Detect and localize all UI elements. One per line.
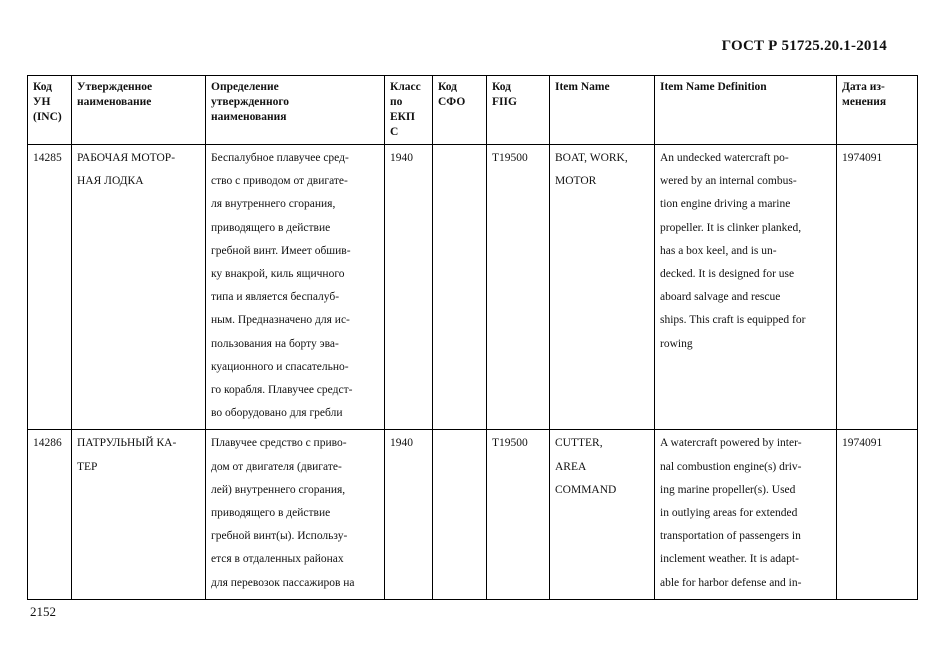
header-item-name (550, 76, 655, 145)
cell-approved-name (72, 430, 206, 599)
header-line: СФО (438, 96, 466, 108)
cell-line: ТЕР (77, 460, 98, 473)
header-line: по (390, 96, 403, 108)
cell-item-definition (655, 145, 837, 430)
header-line: утвержденного (211, 96, 290, 108)
table-header-row (28, 76, 918, 145)
header-line: Item Name (555, 81, 610, 93)
cell-line: НАЯ ЛОДКА (77, 175, 144, 188)
header-code-sfo (433, 76, 487, 145)
cell-line: куационного и спасательно- (211, 360, 349, 373)
cell-definition (206, 145, 385, 430)
header-definition (206, 76, 385, 145)
cell-line: A watercraft powered by inter- (660, 437, 802, 450)
cell-line: ку внакрой, киль ящичного (211, 268, 345, 281)
document-code: ГОСТ Р 51725.20.1-2014 (721, 38, 887, 54)
header-line: (INC) (33, 111, 62, 123)
cell-line: ships. This craft is equipped for (660, 314, 806, 327)
cell-code-inc (28, 430, 72, 599)
header-line: УН (33, 96, 51, 108)
cell-line: MOTOR (555, 175, 597, 188)
cell-line: для перевозок пассажиров на (211, 576, 355, 589)
header-approved-name (72, 76, 206, 145)
cell-line: propeller. It is clinker planked, (660, 221, 802, 234)
cell-line: inclement weather. It is adapt- (660, 553, 799, 566)
cell-line: ля внутреннего сгорания, (211, 198, 336, 211)
header-line: Код (492, 81, 512, 93)
cell-line: 14285 (33, 152, 62, 164)
header-line: FIIG (492, 96, 517, 108)
cell-line: in outlying areas for extended (660, 507, 798, 520)
header-line: ЕКП (390, 111, 415, 123)
cell-code-sfo (433, 430, 487, 599)
cell-line: го корабля. Плавучее средст- (211, 384, 353, 397)
cell-line: decked. It is designed for use (660, 268, 795, 281)
cell-line: able for harbor defense and in- (660, 576, 802, 589)
cell-line: 1940 (390, 152, 413, 164)
header-code-inc (28, 76, 72, 145)
cell-line: AREA (555, 460, 587, 473)
cell-line: ется в отдаленных районах (211, 553, 344, 566)
cell-line: BOAT, WORK, (555, 152, 628, 164)
header-item-definition (655, 76, 837, 145)
header-line: Утвержденное (77, 81, 153, 93)
cell-line: rowing (660, 337, 693, 350)
header-line: Класс (390, 81, 421, 93)
header-line: Код (438, 81, 458, 93)
header-line: Дата из- (842, 81, 885, 93)
header-line: менения (842, 96, 887, 108)
cell-change-date (837, 430, 918, 599)
cell-code-inc (28, 145, 72, 430)
cell-code-sfo (433, 145, 487, 430)
header-line: Item Name Definition (660, 81, 767, 93)
cell-line: COMMAND (555, 483, 617, 496)
header-line: Код (33, 81, 53, 93)
cell-line: во оборудовано для гребли (211, 407, 343, 420)
cell-line: 1974091 (842, 437, 883, 450)
cell-line: nal combustion engine(s) driv- (660, 460, 802, 473)
header-line: наименование (77, 96, 152, 108)
page-number: 2152 (30, 604, 56, 619)
cell-line: гребной винт. Имеет обшив- (211, 244, 351, 257)
cell-line: приводящего в действие (211, 507, 331, 520)
cell-line: пользования на борту эва- (211, 337, 339, 350)
cell-class-ekps (385, 145, 433, 430)
cell-item-definition (655, 430, 837, 599)
cell-line: гребной винт(ы). Использу- (211, 530, 348, 543)
cell-line: 1940 (390, 437, 413, 450)
cell-line: лей) внутреннего сгорания, (211, 483, 346, 496)
cell-line: tion engine driving a marine (660, 198, 791, 211)
cell-line: дом от двигателя (двигате- (211, 460, 342, 473)
cell-line: Беспалубное плавучее сред- (211, 152, 349, 164)
header-class-ekps (385, 76, 433, 145)
header-code-fiig (487, 76, 550, 145)
cell-code-fiig (487, 145, 550, 430)
cell-line: T19500 (492, 437, 528, 450)
cell-line: has a box keel, and is un- (660, 244, 777, 257)
cell-line: ство с приводом от двигате- (211, 175, 348, 188)
cell-line: transportation of passengers in (660, 530, 801, 543)
header-line: С (390, 126, 399, 138)
cell-line: 1974091 (842, 152, 883, 164)
header-line: Определение (211, 81, 279, 93)
cell-definition (206, 430, 385, 599)
cell-line: aboard salvage and rescue (660, 291, 781, 304)
cell-line: ing marine propeller(s). Used (660, 483, 796, 496)
cell-class-ekps (385, 430, 433, 599)
cell-line: T19500 (492, 152, 528, 164)
table-row (28, 145, 918, 430)
cell-line: 14286 (33, 437, 62, 450)
header-change-date (837, 76, 918, 145)
cell-line: Плавучее средство с приво- (211, 437, 347, 450)
classification-table (27, 75, 918, 600)
cell-line: wered by an internal combus- (660, 175, 797, 188)
cell-line: ным. Предназначено для ис- (211, 314, 350, 327)
table-row (28, 430, 918, 599)
cell-line: приводящего в действие (211, 221, 331, 234)
cell-change-date (837, 145, 918, 430)
cell-line: CUTTER, (555, 437, 603, 450)
cell-item-name (550, 145, 655, 430)
cell-line: ПАТРУЛЬНЫЙ КА- (77, 437, 177, 450)
cell-code-fiig (487, 430, 550, 599)
cell-line: An undecked watercraft po- (660, 152, 789, 164)
header-line: наименования (211, 111, 287, 123)
cell-line: РАБОЧАЯ МОТОР- (77, 152, 176, 164)
cell-item-name (550, 430, 655, 599)
cell-line: типа и является беспалуб- (211, 291, 340, 304)
cell-approved-name (72, 145, 206, 430)
